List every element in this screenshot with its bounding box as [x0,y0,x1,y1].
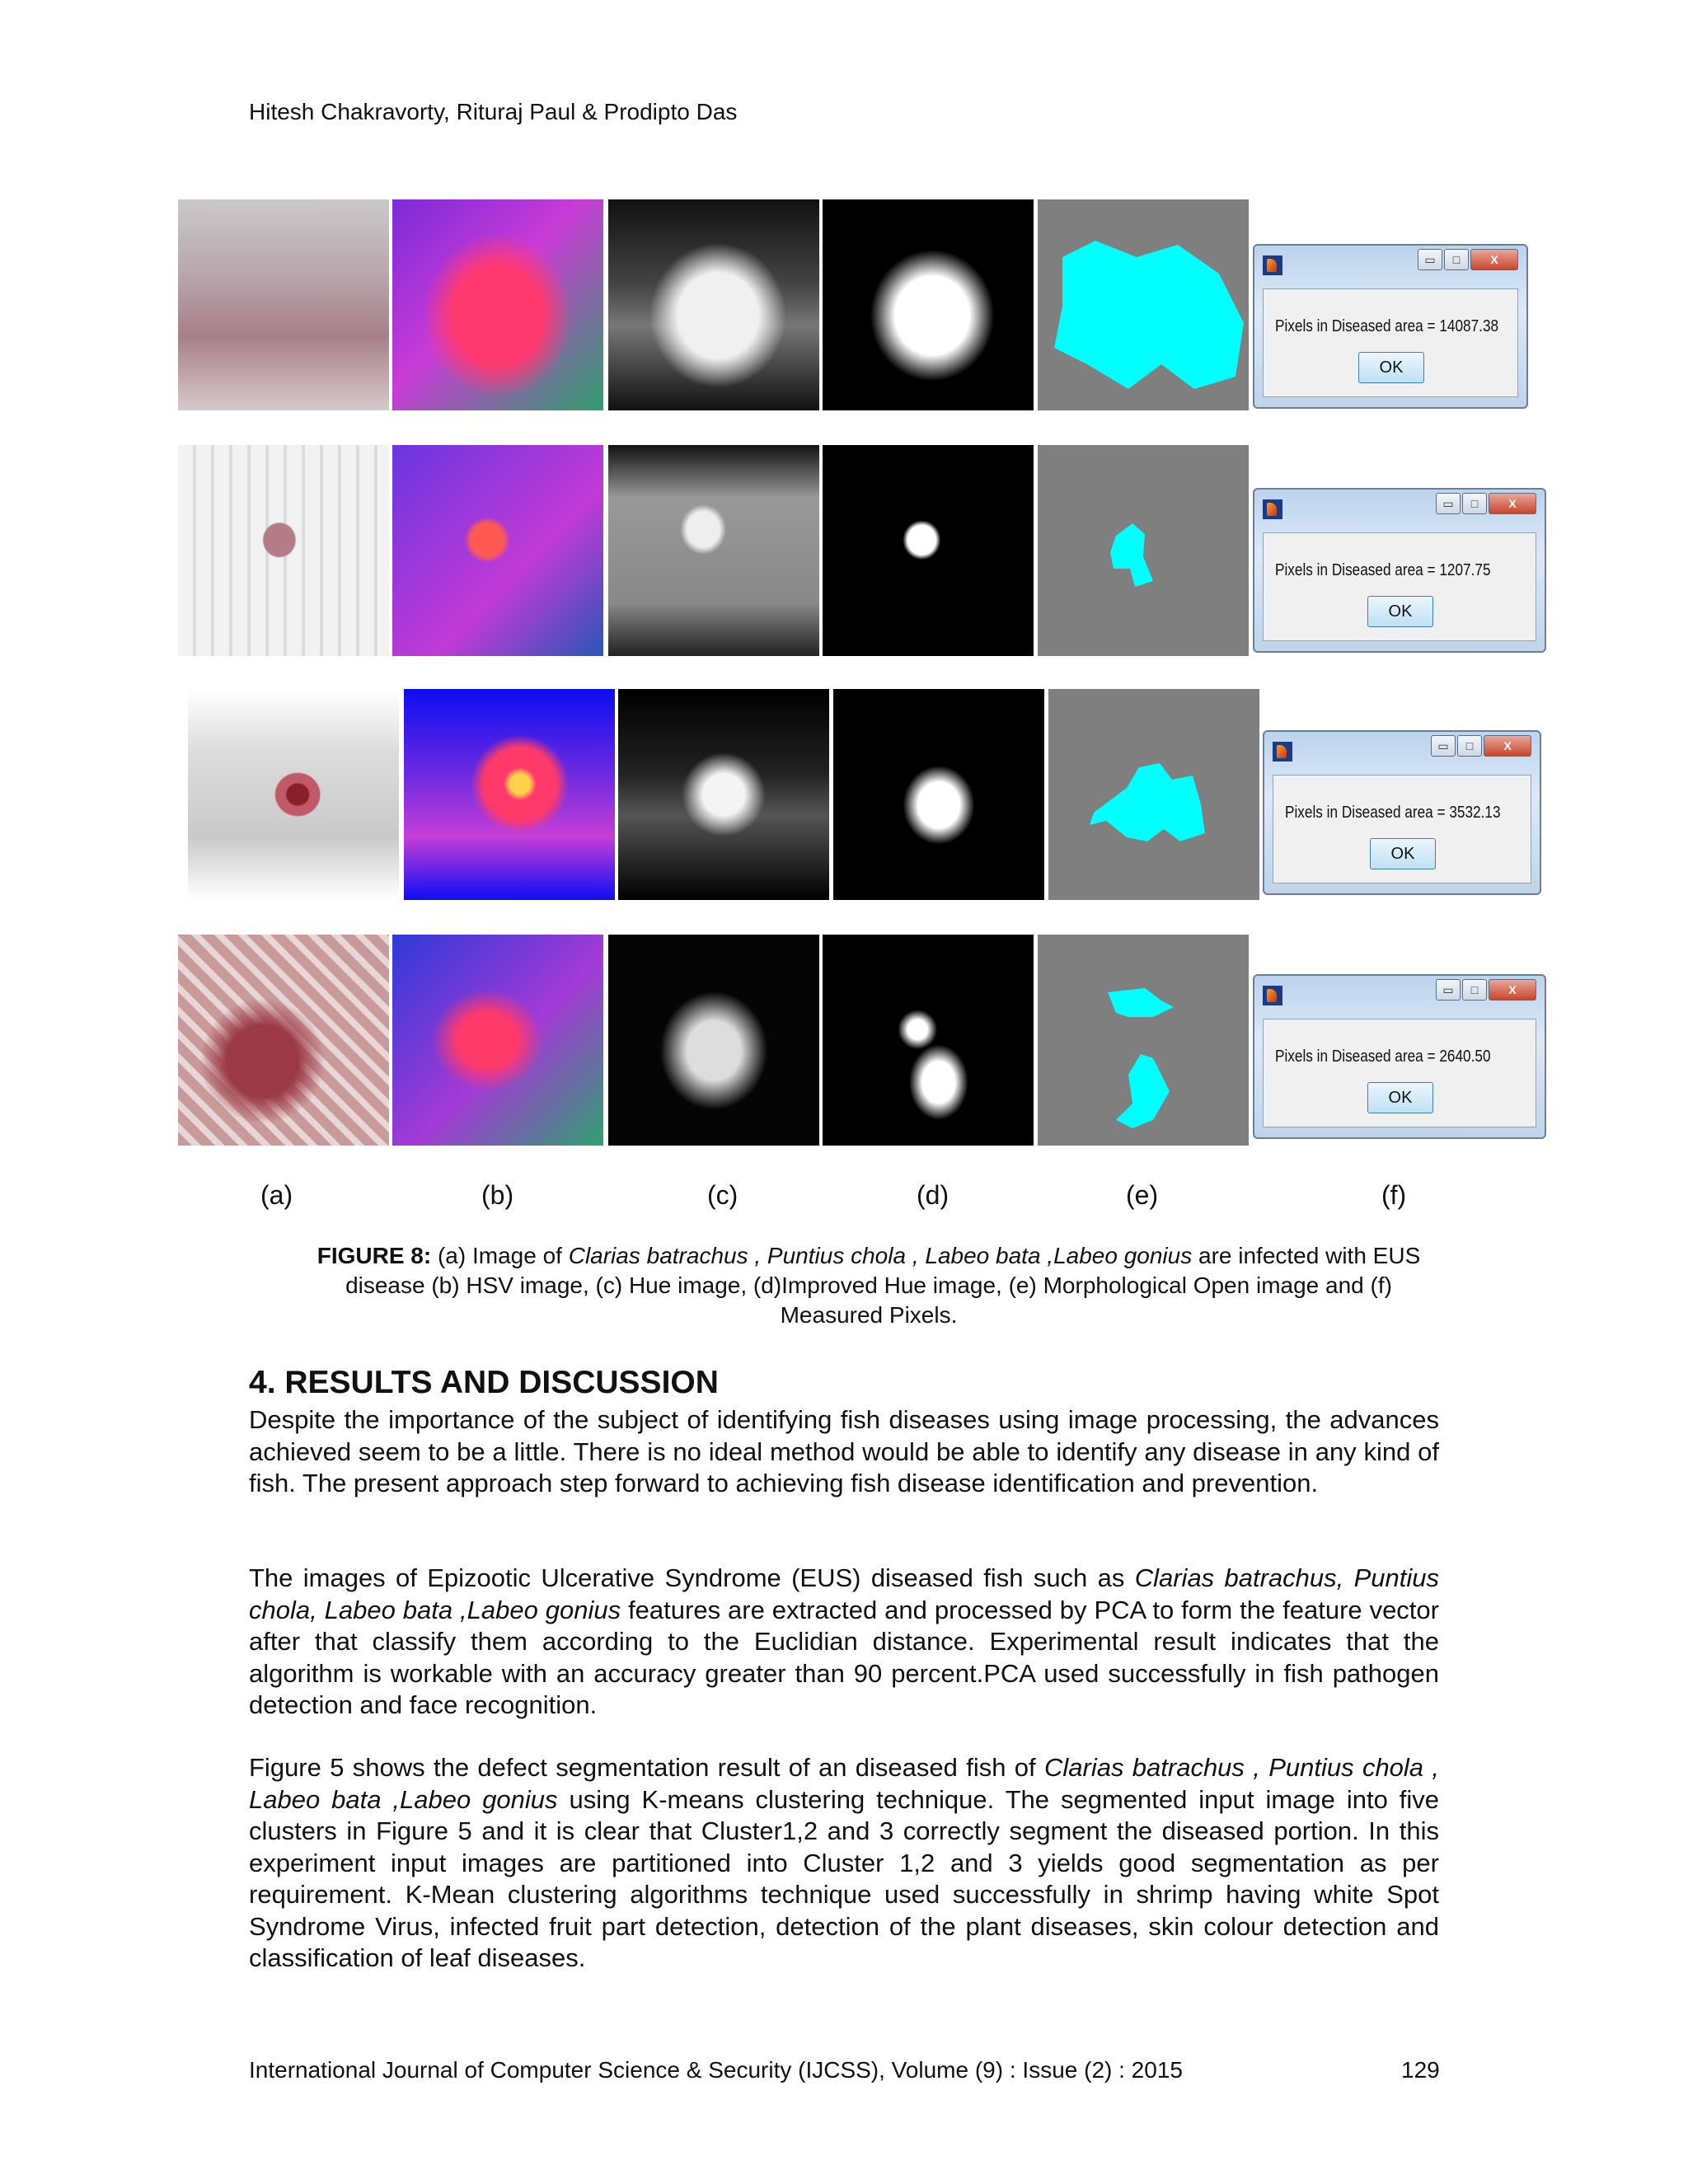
paragraph-2-species: Clarias batrachus, Puntius chola, Labeo bata ,Labeo gonius [249,1563,1440,1624]
section-heading: 4. RESULTS AND DISCUSSION [249,1365,719,1400]
minimize-button[interactable]: ▭ [1431,735,1456,757]
ok-button[interactable]: OK [1367,596,1433,627]
hsv-image [404,689,615,900]
fish-image-labeo-gonius [178,935,389,1146]
measured-pixels-dialog [1253,244,1528,409]
hue-image [608,935,819,1146]
maximize-button[interactable]: □ [1457,735,1482,757]
paragraph-2-text-b: features are extracted and processed by PCA to form the feature vector after that classify them according to the Euclidian distance. Experimental result indicates that the algorithm is workable with an accuracy greater than 90 percent.PCA used successfully in fish pathogen detection and face recognition. [249,1595,1439,1719]
figure-caption [292,1241,1446,1330]
segmented-blob [1038,935,1249,1146]
paragraph-3-text-b: using K-means clustering technique. The segmented input image into five clusters in Figure 5 and it is clear that Cluster1,2 and 3 correctly segment the diseased portion. In this experiment input images are partitioned into Cluster 1,2 and 3 yields good segmentation as per requirement. K-Mean clustering algorithms technique used successfully in shrimp having white Spot Syndrome Virus, infected fruit part detection, detection of the plant diseases, skin colour detection and classification of leaf diseases. [249,1784,1439,1972]
close-button[interactable]: X [1470,249,1518,270]
page-number: 129 [1401,2057,1440,2083]
ok-button[interactable]: OK [1358,352,1424,383]
caption-part2: are infected with EUS disease (b) HSV image, (c) Hue image, (d)Improved Hue image, (e) Morphological Open image and (f) Measured Pixels. [345,1243,1421,1328]
ok-button[interactable]: OK [1370,838,1436,869]
fish-image-puntius [178,445,389,656]
pixels-message: Pixels in Diseased area = 1207.75 [1275,561,1491,579]
improved-hue-image [823,445,1034,656]
ok-button[interactable]: OK [1367,1082,1433,1113]
minimize-button[interactable]: ▭ [1436,979,1461,1001]
maximize-button[interactable]: □ [1462,493,1487,514]
morphological-open-image [1048,689,1259,900]
paragraph-2 [249,1563,1439,1722]
improved-hue-image [823,935,1034,1146]
fish-image-labeo-bata [188,689,399,900]
paragraph-3 [249,1752,1439,1975]
hue-image [608,199,819,410]
paragraph-1: Despite the importance of the subject of identifying fish diseases using image processing, the advances achieved seem to be a little. There is no ideal method would be able to identify any disease in any kind of fish. The present approach step forward to achieving fish disease identification and prevention. [249,1405,1439,1497]
matlab-icon [1263,986,1282,1005]
paragraph-3-text-a: Figure 5 shows the defect segmentation result of an diseased fish of [249,1753,1044,1782]
pixels-message: Pixels in Diseased area = 3532.13 [1285,804,1501,822]
measured-pixels-dialog [1253,974,1546,1139]
hsv-image [392,935,603,1146]
segmented-blob [1038,445,1249,656]
running-header: Hitesh Chakravorty, Rituraj Paul & Prodipto Das [249,99,738,124]
caption-part1: (a) Image of [431,1243,569,1268]
column-label-a: (a) [260,1180,293,1210]
column-label-c: (c) [707,1180,738,1210]
hsv-image [392,199,603,410]
minimize-button[interactable]: ▭ [1418,249,1442,270]
close-button[interactable]: X [1484,735,1531,757]
morphological-open-image [1038,199,1249,410]
column-label-d: (d) [917,1180,950,1210]
close-button[interactable]: X [1489,493,1536,514]
matlab-icon [1273,742,1292,762]
segmented-blob [1048,689,1259,900]
hsv-image [392,445,603,656]
paragraph-2-text-a: The images of Epizootic Ulcerative Syndrome (EUS) diseased fish such as [249,1563,1135,1592]
matlab-icon [1263,255,1282,275]
morphological-open-image [1038,445,1249,656]
hue-image [618,689,829,900]
morphological-open-image [1038,935,1249,1146]
close-button[interactable]: X [1489,979,1536,1001]
pixels-message: Pixels in Diseased area = 2640.50 [1275,1047,1491,1066]
measured-pixels-dialog [1253,488,1546,653]
pixels-message: Pixels in Diseased area = 14087.38 [1275,317,1499,335]
segmented-blob [1038,199,1249,410]
hue-image [608,445,819,656]
column-label-e: (e) [1126,1180,1159,1210]
paragraph-3-species: Clarias batrachus , Puntius chola , Labeo bata ,Labeo gonius [249,1753,1439,1814]
fish-image-clarias [178,199,389,410]
improved-hue-image [833,689,1044,900]
minimize-button[interactable]: ▭ [1436,493,1461,514]
improved-hue-image [823,199,1034,410]
maximize-button[interactable]: □ [1444,249,1469,270]
journal-footer: International Journal of Computer Science & Security (IJCSS), Volume (9) : Issue (2) : 2015 [249,2057,1183,2083]
caption-label: FIGURE 8: [316,1243,432,1268]
maximize-button[interactable]: □ [1462,979,1487,1001]
column-label-f: (f) [1381,1180,1407,1210]
measured-pixels-dialog [1263,730,1541,895]
caption-species: Clarias batrachus , Puntius chola , Labeo bata ,Labeo gonius [568,1243,1193,1268]
matlab-icon [1263,499,1282,519]
column-label-b: (b) [481,1180,514,1210]
